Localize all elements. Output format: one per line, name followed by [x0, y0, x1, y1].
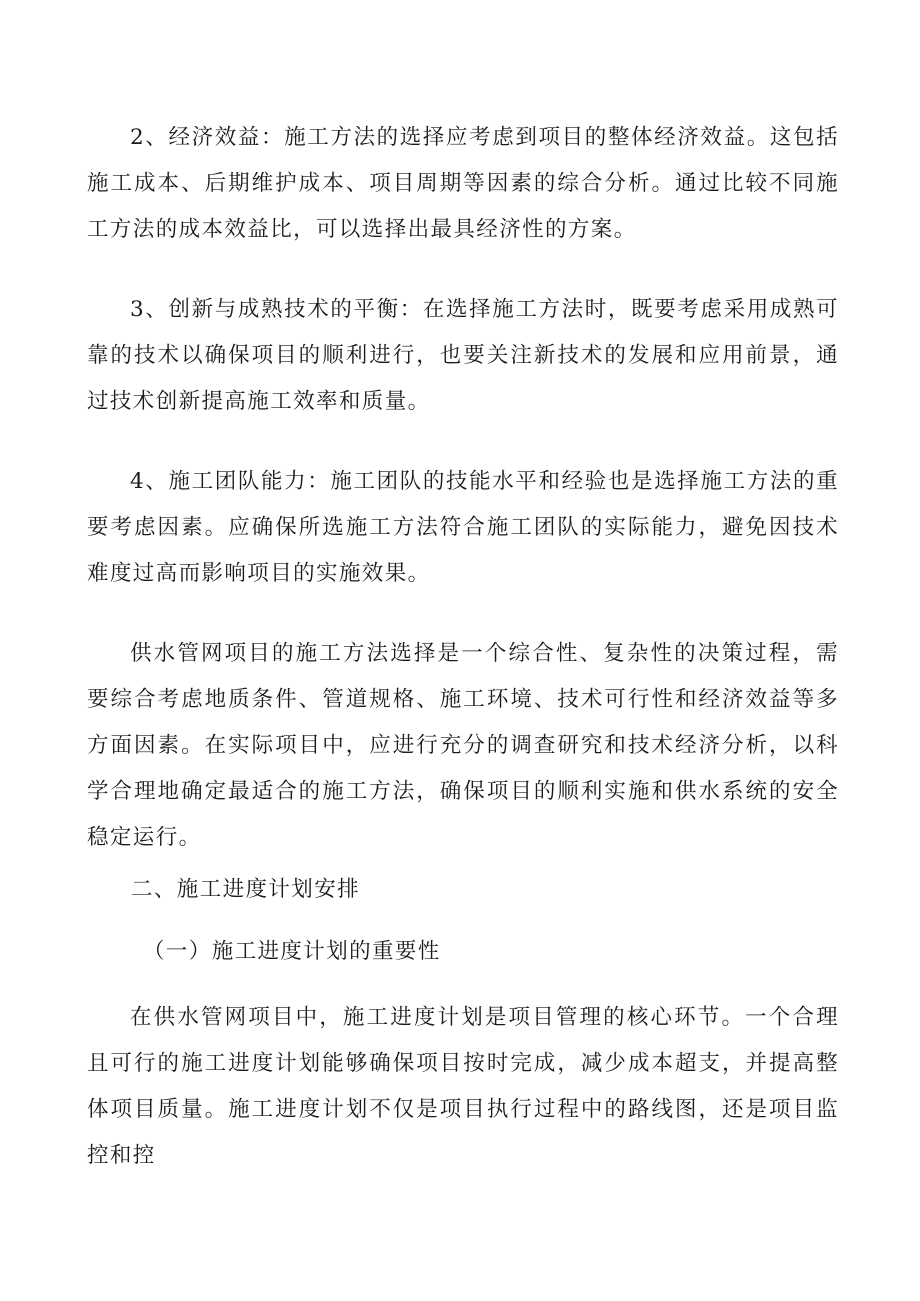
paragraph-innovation-balance: 3、创新与成熟技术的平衡：在选择施工方法时，既要考虑采用成熟可靠的技术以确保项目的顺利进行，也要关注新技术的发展和应用前景，通过技术创新提高施工效率和质量。	[87, 297, 839, 414]
paragraph-schedule-importance: 在供水管网项目中，施工进度计划是项目管理的核心环节。一个合理且可行的施工进度计划能够确保项目按时完成，减少成本超支，并提高整体项目质量。施工进度计划不仅是项目执行过程中的路线图，还是项目监控和控	[87, 1005, 839, 1168]
paragraph-economic-benefit: 2、经济效益：施工方法的选择应考虑到项目的整体经济效益。这包括施工成本、后期维护成本、项目周期等因素的综合分析。通过比较不同施工方法的成本效益比，可以选择出最具经济性的方案。	[87, 125, 839, 242]
subsection-heading: （一）施工进度计划的重要性	[143, 939, 441, 964]
paragraph-team-capability: 4、施工团队能力：施工团队的技能水平和经验也是选择施工方法的重要考虑因素。应确保所选施工方法符合施工团队的实际能力，避免因技术难度过高而影响项目的实施效果。	[87, 469, 839, 586]
paragraph-method-summary: 供水管网项目的施工方法选择是一个综合性、复杂性的决策过程，需要综合考虑地质条件、管道规格、施工环境、技术可行性和经济效益等多方面因素。在实际项目中，应进行充分的调查研究和技术经济分析，以科学合理地确定最适合的施工方法，确保项目的顺利实施和供水系统的安全稳定运行。	[87, 641, 839, 850]
section-heading: 二、施工进度计划安排	[131, 877, 361, 902]
